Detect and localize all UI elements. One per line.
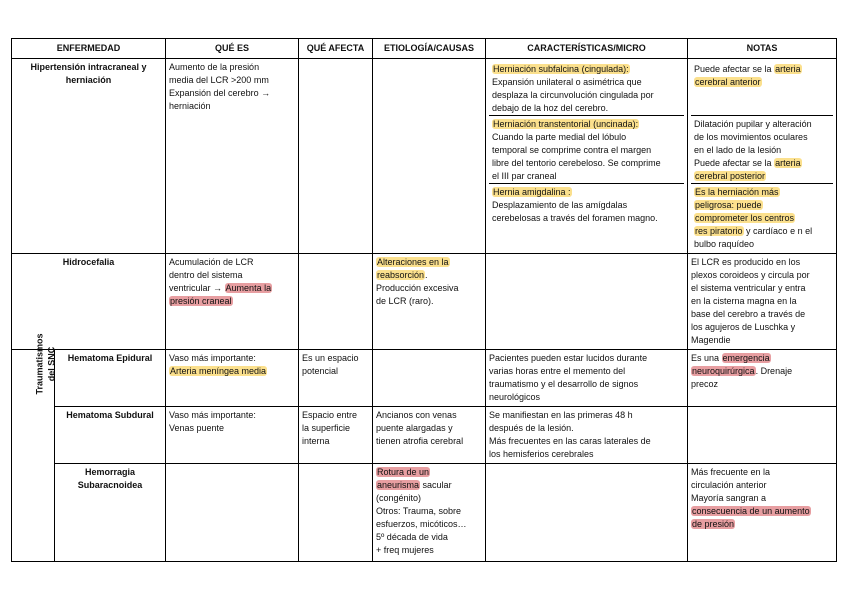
text-line: herniación [169, 101, 211, 111]
header-etiologia: ETIOLOGÍA/CAUSAS [373, 39, 486, 59]
que-afecta-cell [299, 350, 373, 407]
header-que-afecta: QUÉ AFECTA [299, 39, 373, 59]
text-line: los hemisferios cerebrales [489, 449, 594, 459]
text-line: puente alargadas y [376, 423, 453, 433]
text-line: Dilatación pupilar y alteración [694, 119, 812, 129]
table-row-hemorragia-subaracnoidea [12, 464, 837, 562]
text-fragment: . Drenaje [755, 366, 793, 376]
nota-amigdalina [691, 184, 833, 251]
text-line: en la cisterna magna en la [691, 296, 797, 306]
text-fragment: . [425, 270, 428, 280]
notas-cell [688, 464, 837, 562]
text-line: tienen atrofia cerebral [376, 436, 464, 446]
que-es-cell [166, 407, 299, 464]
disease-name: Hidrocefalia [12, 254, 166, 350]
table-row-hematoma-subdural [12, 407, 837, 464]
disease-table [11, 38, 837, 562]
text-line: media del LCR >200 mm [169, 75, 269, 85]
text-fragment: y cardíaco e n el [743, 226, 813, 236]
header-notas: NOTAS [688, 39, 837, 59]
que-es-cell [166, 350, 299, 407]
text-line: Ancianos con venas [376, 410, 457, 420]
text-line: potencial [302, 366, 339, 376]
text-line: Magendie [691, 335, 731, 345]
header-que-es: QUÉ ES [166, 39, 299, 59]
highlight-text: cerebral anterior [695, 77, 761, 87]
etiologia-cell [373, 254, 486, 350]
text-line: después de la lesión. [489, 423, 574, 433]
text-line: Mayoría sangran a [691, 493, 767, 503]
text-fragment: bulbo raquídeo [694, 239, 755, 249]
text-line: Venas puente [169, 423, 225, 433]
disease-name: Hipertensión intracraneal y herniación [12, 59, 166, 254]
text-line: Más frecuente en la [691, 467, 771, 477]
etiologia-cell [373, 350, 486, 407]
text-line: el III par craneal [492, 171, 557, 181]
text-line: Espacio entre [302, 410, 358, 420]
highlight-text: Alteraciones en la [377, 257, 449, 267]
text-line: esfuerzos, micóticos… [376, 519, 467, 529]
highlight-text: consecuencia de un aumento [692, 506, 810, 516]
highlight-text: res piratorio [695, 226, 743, 236]
text-line: Desplazamiento de las amígdalas [492, 200, 628, 210]
table-row-hematoma-epidural [12, 350, 837, 407]
text-line: circulación anterior [691, 480, 767, 490]
que-es-cell [166, 59, 299, 254]
group-traumatismos [12, 333, 57, 562]
text-line: 5º década de vida [376, 532, 448, 542]
text-line: de los movimientos oculares [694, 132, 808, 142]
table-row-hipertension [12, 59, 837, 254]
highlight-text: presión craneal [170, 296, 232, 306]
highlight-text: neuroquirúrgica [692, 366, 755, 376]
notas-cell [688, 350, 837, 407]
header-enfermedad: ENFERMEDAD [12, 39, 166, 59]
text-fragment: Puede afectar se la [694, 158, 775, 168]
text-line: interna [302, 436, 330, 446]
caracteristicas-cell [486, 254, 688, 350]
header-row [12, 39, 837, 59]
text-line: Vaso más importante: [169, 410, 256, 420]
text-line: el sistema ventricular y entra [691, 283, 806, 293]
transtentorial-block [489, 116, 684, 184]
text-line: temporal se comprime contra el margen [492, 145, 652, 155]
text-line: dentro del sistema [169, 270, 243, 280]
text-line: Producción excesiva [376, 283, 459, 293]
caracteristicas-cell [486, 464, 688, 562]
table-row-hidrocefalia [12, 254, 837, 350]
disease-name: Hematoma Subdural [55, 407, 166, 464]
text-line: base del cerebro a través de [691, 309, 806, 319]
text-line: del SNC [46, 346, 57, 382]
text-line: neurológicos [489, 392, 541, 402]
text-line: cerebelosas a través del foramen magno. [492, 213, 658, 223]
etiologia-cell [373, 407, 486, 464]
text-line: Vaso más importante: [169, 353, 256, 363]
text-line: Otros: Trauma, sobre [376, 506, 462, 516]
highlight-text: reabsorción [377, 270, 425, 280]
etiologia-cell [373, 464, 486, 562]
text-line: Cuando la parte medial del lóbulo [492, 132, 627, 142]
text-line: traumatismo y el desarrollo de signos [489, 379, 639, 389]
amigdalina-title: Hernia amigdalina : [493, 187, 571, 197]
text-line: Más frecuentes en las caras laterales de [489, 436, 651, 446]
subfalcina-title: Herniación subfalcina (cingulada): [493, 64, 629, 74]
text-line: Acumulación de LCR [169, 257, 254, 267]
text-line: los agujeros de Luschka y [691, 322, 796, 332]
highlight-text: Es la herniación más [695, 187, 779, 197]
text-line: Pacientes pueden estar lucidos durante [489, 353, 648, 363]
text-line: debajo de la hoz del cerebro. [492, 103, 609, 113]
amigdalina-block [489, 184, 684, 251]
text-fragment: ventricular → [169, 283, 225, 293]
highlight-text: arteria [775, 158, 801, 168]
text-line: (congénito) [376, 493, 422, 503]
header-caracteristicas: CARACTERÍSTICAS/MICRO [486, 39, 688, 59]
highlight-text: de presión [692, 519, 735, 529]
highlight-text: aneurisma [377, 480, 420, 490]
text-line: desplaza la circunvolución cingulada por [492, 90, 654, 100]
text-line: Hemorragia [84, 467, 136, 477]
text-fragment: sacular [420, 480, 452, 490]
text-fragment: precoz [691, 379, 719, 389]
que-afecta-cell [299, 407, 373, 464]
subfalcina-block [489, 61, 684, 116]
highlight-text: cerebral posterior [695, 171, 766, 181]
text-line: Expansión del cerebro → [169, 88, 271, 98]
caracteristicas-cell [486, 407, 688, 464]
highlight-text: Arteria meníngea media [170, 366, 267, 376]
highlight-text: Aumenta la [225, 283, 272, 293]
disease-name [55, 464, 166, 562]
notas-cell [688, 59, 837, 254]
text-line: Traumatismos [34, 333, 45, 395]
highlight-text: peligrosa: puede [695, 200, 762, 210]
disease-name: Hematoma Epidural [55, 350, 166, 407]
que-afecta-cell [299, 464, 373, 562]
highlight-text: emergencia [722, 353, 770, 363]
text-line: Aumento de la presión [169, 62, 260, 72]
text-line: Expansión unilateral o asimétrica que [492, 77, 642, 87]
highlight-text: arteria [775, 64, 801, 74]
text-fragment: Puede afectar se la [694, 64, 775, 74]
etiologia-cell [373, 59, 486, 254]
text-line: varias horas entre el memento del [489, 366, 626, 376]
nota-transtentorial [691, 116, 833, 184]
highlight-text: Rotura de un [377, 467, 430, 477]
caracteristicas-cell [486, 59, 688, 254]
que-es-cell [166, 254, 299, 350]
highlight-text: comprometer los centros [695, 213, 795, 223]
notas-cell [688, 407, 837, 464]
text-line: de LCR (raro). [376, 296, 434, 306]
que-afecta-cell [299, 254, 373, 350]
caracteristicas-cell [486, 350, 688, 407]
text-line: en el lado de la lesión [694, 145, 782, 155]
text-line: El LCR es producido en los [691, 257, 801, 267]
transtentorial-title: Herniación transtentorial (uncinada): [493, 119, 639, 129]
text-line: la superficie [302, 423, 351, 433]
text-line: + freq mujeres [376, 545, 434, 555]
text-line: libre del tentorio cerebeloso. Se comprime [492, 158, 661, 168]
text-fragment: Es una [691, 353, 722, 363]
text-line: plexos coroideos y circula por [691, 270, 810, 280]
group-label [34, 333, 58, 394]
notas-cell [688, 254, 837, 350]
text-line: Es un espacio [302, 353, 359, 363]
text-line: Se manifiestan en las primeras 48 h [489, 410, 633, 420]
que-es-cell [166, 464, 299, 562]
text-line: Subaracnoidea [77, 480, 143, 490]
nota-subfalcina [691, 61, 833, 116]
que-afecta-cell [299, 59, 373, 254]
